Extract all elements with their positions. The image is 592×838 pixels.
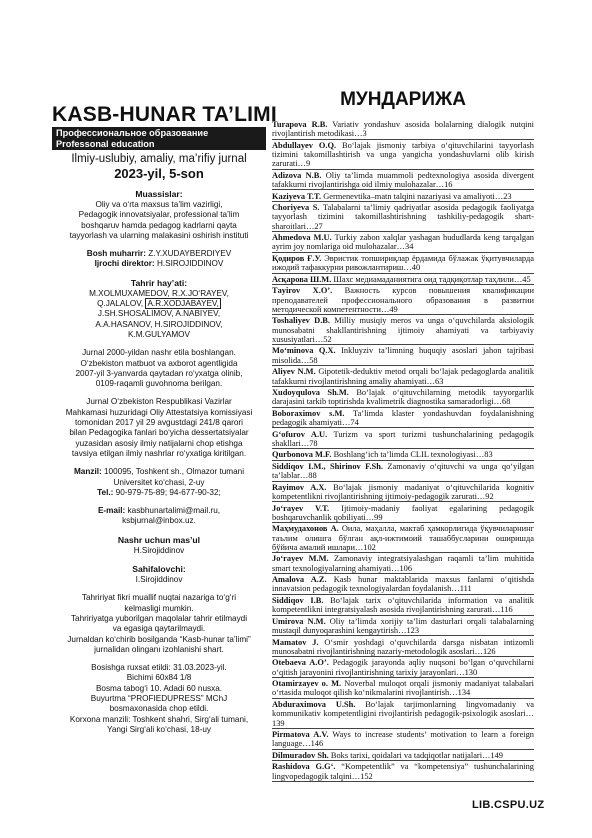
- chief-editor-label: Bosh muharrir:: [86, 249, 146, 259]
- note-line: jurnalidan olinganı izohlanishi shart.: [94, 644, 224, 654]
- entry-leader: …: [398, 626, 407, 636]
- print-line: Korxona manzili: Toshkent shahri, Sirg‘ali tumani,: [69, 714, 249, 724]
- entry-page: 139: [272, 718, 285, 728]
- board-line: M.XOLMUXAMEDOV, R.X.JO‘RAYEV,: [89, 288, 229, 298]
- board-name: Q.JALALOV,: [97, 299, 144, 309]
- entry-leader: …: [380, 304, 390, 314]
- contents-entry[interactable]: [272, 367, 534, 387]
- entry-leader: …: [396, 242, 406, 252]
- entry-leader: …: [342, 418, 351, 428]
- journal-type: Ilmiy-uslubiy, amaliy, ma’rifiy jurnal: [71, 153, 247, 165]
- address-line: Universitet ko‘chasi, 2-uy: [113, 477, 205, 487]
- entry-leader: …: [351, 771, 361, 781]
- contents-entry[interactable]: [272, 483, 534, 503]
- entry-author: Ahmedova M.U.: [272, 233, 332, 243]
- entry-author: Boboraximov s.M.: [272, 408, 345, 418]
- print-line: Yangi Sirg‘ali ko‘chasi, 18-uy: [106, 724, 212, 734]
- entry-leader: …: [513, 274, 523, 284]
- entry-title: Шахс медиамаданиятига оид тадқиқотлар таҳлили: [331, 274, 514, 284]
- founders-heading: Muassislar:: [135, 189, 183, 199]
- entry-title: Ijtimoiy-madaniy faoliyat egalarining pedagogik boshqaruvchanlik qobiliyati: [272, 503, 534, 522]
- email: [52, 506, 266, 527]
- entry-author: Abdullayev O.Q.: [272, 140, 337, 150]
- entry-title: Ways to increase students’ motivation to learn a foreign language: [272, 730, 534, 749]
- email-address[interactable]: ksbjurnal@inbox.uz.: [122, 516, 196, 526]
- entry-page: 27: [314, 221, 323, 231]
- entry-page: 126: [482, 646, 496, 656]
- entry-author: Turapova R.B.: [272, 120, 328, 129]
- entry-title: Bo‘lajak jismoniy tarbiya o‘qituvchilarini tayyorlash tizimini takomillashtirish va unga yangicha yondashuvlarni olib kirish zarurati: [272, 140, 534, 169]
- email-label: E-mail:: [97, 506, 126, 516]
- site-footer-link[interactable]: LIB.CSPU.UZ: [472, 799, 545, 811]
- contents-entry[interactable]: [272, 575, 534, 595]
- entry-author: Kaziyeva T.T.: [272, 191, 322, 201]
- entry-leader: …: [300, 438, 310, 448]
- entry-page: 49: [389, 304, 398, 314]
- entry-author: Otamirzayev o. M.: [272, 679, 342, 689]
- entry-leader: …: [297, 159, 306, 169]
- entry-author: Mamatov J.: [272, 637, 319, 647]
- contents-entry[interactable]: [272, 346, 534, 366]
- entry-author: Adizova N.B.: [272, 170, 322, 180]
- note-line: va egasiga qaytarilmaydi.: [112, 624, 206, 634]
- contents-entry[interactable]: [272, 286, 534, 315]
- contents-entry[interactable]: [272, 751, 534, 761]
- attestation-line: tomonidan 2017 yil 29 avgustdagi 241/8 qarori: [75, 418, 243, 428]
- contents-entry[interactable]: [272, 679, 534, 699]
- board-line: [52, 299, 266, 309]
- contents-entry[interactable]: [272, 524, 534, 553]
- entry-author: Pirmatova A.V.: [272, 730, 329, 740]
- entry-leader: …: [300, 355, 310, 365]
- entry-leader: …: [305, 221, 315, 231]
- entry-leader: …: [403, 263, 412, 273]
- responsible-heading: Nashr uchun mas’ul: [117, 534, 201, 545]
- entry-author: Rashidova G.G‘.: [272, 762, 336, 772]
- address-label: Manzil:: [73, 467, 102, 477]
- entry-author: Xudoyqulova Sh.M.: [272, 388, 349, 398]
- contents-list: [272, 120, 534, 782]
- founders-list: [52, 200, 266, 241]
- contents-entry[interactable]: [272, 254, 534, 274]
- entry-leader: …: [456, 667, 465, 677]
- entry-page: 123: [406, 626, 420, 636]
- journal-title-en: Professonal education: [56, 138, 155, 149]
- entry-leader: …: [391, 563, 400, 573]
- email-address[interactable]: kasbhunartalimi@mail.ru,: [127, 506, 221, 516]
- entry-author: Dilmuradov Sh.: [272, 750, 329, 760]
- registration-note: [52, 348, 266, 389]
- entry-leader: …: [435, 180, 445, 190]
- contents-entry[interactable]: [272, 141, 534, 170]
- entry-page: 111: [459, 584, 472, 594]
- entry-page: 130: [464, 667, 478, 677]
- entry-author: Toshaliyev D.B.: [272, 316, 330, 326]
- chief-editor: [52, 249, 266, 259]
- contents-entry[interactable]: [272, 730, 534, 750]
- entry-title: Oliy ta’limda muammoli pedtexnologiya asosida divergent tafakkurni rivojlantirishga oid ilmiy mulohazalar: [272, 170, 534, 190]
- layout-designer-heading: Sahifalovchi:: [132, 564, 186, 575]
- entry-leader: …: [475, 450, 485, 460]
- entry-title: Zamonaviy o‘qituvchi va unga qo‘yilgan ta’lablar: [272, 462, 534, 481]
- director-label: Ijrochi direktor:: [94, 259, 155, 269]
- contents-entry[interactable]: [272, 450, 534, 460]
- contents-entry[interactable]: [272, 504, 534, 524]
- entry-page: 52: [323, 334, 332, 344]
- journal-issue: 2023-yil, 5-son: [114, 166, 204, 181]
- entry-page: 152: [360, 771, 373, 781]
- print-line: Buyurtma “PROFIEDUPRESS” MChJ: [90, 693, 228, 703]
- entry-title: Ta’limda klaster yondashuvdan foydalanishning pedagogik ahamiyati: [272, 408, 534, 428]
- contents-entry[interactable]: [272, 203, 534, 232]
- entry-author: Amalova A.Z.: [272, 575, 327, 585]
- entry-author: Jo‘rayev V.T.: [272, 503, 330, 513]
- entry-page: 146: [310, 739, 324, 749]
- contents-entry[interactable]: [272, 120, 534, 140]
- entry-page: 116: [500, 605, 513, 615]
- entry-author: G‘ofurov A.U.: [272, 429, 328, 439]
- entry-leader: …: [314, 334, 324, 344]
- entry-leader: …: [482, 750, 491, 760]
- entry-title: Noverbal muloqot orqali jismoniy madaniyat talabalari o‘rtasida muloqot qilish ko‘nikmalarini rivojlantirish: [272, 679, 535, 698]
- contents-entry[interactable]: [272, 171, 534, 191]
- entry-author: Qurbonova M.F.: [272, 450, 332, 460]
- journal-subtitle-bar: [52, 127, 266, 150]
- contents-title: МУНДАРИЖА: [340, 89, 466, 110]
- entry-author: Mo‘minova Q.X.: [272, 346, 336, 356]
- entry-title: Talabalarni ta’limiy qadriyatlar asosida pedagogik faoliyatga tayyorlash tizimini takomillashtirishning tashkiliy-pedagogik shart-sharoitlari: [272, 203, 534, 231]
- journal-title-ru: Профессиональное образование: [56, 128, 209, 138]
- note-line: Jurnaldan ko‘chirib bosilganda “Kasb-hunar ta’limi”: [67, 634, 251, 644]
- entry-author: Rayimov A.X.: [272, 482, 327, 492]
- contents-entry[interactable]: [272, 462, 534, 482]
- entry-title: “Kompetentlik” va “kompetensiya” tushunchalarining lingvopedagogik talqini: [272, 762, 534, 781]
- entry-author: Siddiqov I.B.: [272, 596, 324, 606]
- contents-entry[interactable]: [272, 617, 534, 637]
- attestation-line: bilan Pedagogika fanlari bo‘yicha dessertatsiyalar: [69, 428, 249, 438]
- registration-line: 2007-yil 3-yanvarda qaytadan ro‘yxatga olinib,: [75, 368, 243, 378]
- contents-column: [272, 88, 534, 783]
- entry-page: 58: [309, 355, 318, 365]
- entry-title: Эвристик топшириқлар ёрдамида бўлажак ўқитувчиларда ижодий тафаккурни ривожлантириш: [272, 254, 534, 273]
- entry-title: Boks tarixi, qoidalari va tadqiqotlar natijalari: [328, 750, 483, 760]
- entry-leader: …: [474, 646, 483, 656]
- board-line: J.SH.SHOSALIMOV, A.NABIYEV,: [97, 309, 221, 319]
- entry-title: Inkluyziv ta’limning huquqiy asoslari jahon tajribasi misolida: [272, 346, 535, 365]
- entry-title: Bo‘lajak jismoniy madaniyat o‘qituvchilarida kognitiv kompetentlikni rivojlantirishning ijtimoiy-pedagogik zarurati: [272, 482, 534, 502]
- print-line: Bichimi 60x84 1/8: [126, 673, 192, 683]
- attestation-line: Mahkamasi huzuridagi Oliy Attestatsiya komissiyasi: [65, 407, 253, 417]
- entry-title: Важность курсов повышения квалификации преподавателей профессионального образования в развитии методической компетентности: [272, 286, 534, 314]
- entry-page: 106: [399, 563, 413, 573]
- entry-author: Асқарова Ш.М.: [272, 274, 332, 284]
- contents-entry[interactable]: [272, 700, 534, 729]
- entry-leader: …: [451, 584, 460, 594]
- entry-author: Jo‘rayev M.M.: [272, 554, 329, 564]
- print-line: Bosma tabog‘i 10. Adadi 60 nusxa.: [95, 683, 223, 693]
- entry-title: Milliy musiqiy meros va unga o‘quvchilarda aksiologik munosabatni shakllantirishning ijtimoiy ahamiyati va tarbiyaviy xususiyatlari: [272, 316, 534, 344]
- entry-page: 23: [503, 191, 512, 201]
- entry-leader: …: [525, 709, 534, 719]
- entry-page: 63: [435, 376, 444, 386]
- entry-leader: …: [354, 129, 363, 139]
- entry-leader: …: [299, 471, 309, 481]
- executive-director: [52, 259, 266, 269]
- entry-leader: …: [426, 376, 436, 386]
- entry-page: 45: [522, 274, 531, 284]
- entry-leader: …: [302, 739, 311, 749]
- founder-line: boshqaruv hamda pedagog kadrlarni qayta: [81, 220, 237, 230]
- entry-page: 74: [350, 418, 359, 428]
- entry-leader: …: [492, 605, 501, 615]
- founder-line: Oliy va o‘rta maxsus ta’lim vazirligi,: [95, 200, 223, 209]
- entry-author: Otebaeva A.O’.: [272, 658, 329, 668]
- print-details: [52, 663, 266, 735]
- contents-entry[interactable]: [272, 388, 534, 408]
- entry-title: Variativ yondashuv asosida bolalarning dialogik nutqini rivojlantirish metodikasi: [272, 120, 535, 139]
- entry-page: 134: [457, 688, 471, 698]
- entry-leader: …: [449, 688, 458, 698]
- founder-line: tayyorlash va ularning malakasini oshirish instituti: [69, 230, 249, 240]
- note-line: Tahririyat fikri muallif nuqtai nazariga to‘g‘ri: [81, 593, 237, 603]
- entry-page: 102: [363, 542, 376, 552]
- entry-page: 3: [362, 129, 367, 139]
- contents-entry[interactable]: [272, 409, 534, 429]
- entry-page: 40: [411, 263, 421, 273]
- contents-entry[interactable]: [272, 192, 534, 202]
- imprint-column: [52, 103, 277, 735]
- attestation-line: Jurnal O‘zbekiston Respublikasi Vazirlar: [86, 397, 232, 407]
- phone-label: Tel.:: [97, 487, 114, 497]
- entry-title: Turkiy zabon xalqlar yashagan hududlarda keng tarqalgan ayrim joy nomlariga oid mulohazalar: [272, 233, 534, 252]
- entry-page: 149: [490, 750, 503, 760]
- print-line: Bosishga ruxsat etildi: 31.03.2023-yil.: [91, 663, 227, 673]
- entry-author: Қодиров Ғ.У.: [272, 254, 322, 264]
- contents-entry[interactable]: [272, 275, 534, 285]
- entry-title: Pedagogik jarayonda aqliy nuqsoni bo‘lgan o‘quvchilarni o‘qitish jarayonini rivojlantirishning tarixiy jarayonlari: [272, 658, 534, 677]
- entry-author: Тaуіrov X.O’.: [272, 286, 333, 296]
- entry-page: 99: [374, 512, 383, 522]
- contents-entry[interactable]: [272, 638, 534, 658]
- contents-entry[interactable]: [272, 658, 534, 678]
- entry-author: Aliyev N.M.: [272, 367, 316, 377]
- entry-page: 16: [444, 180, 453, 190]
- entry-author: Маҳмудахонов А.: [272, 524, 339, 534]
- editorial-board-heading: Tahrir hay’ati:: [130, 277, 188, 288]
- contents-entry[interactable]: [272, 762, 534, 782]
- entry-page: 9: [305, 159, 311, 169]
- entry-title: Boshlang‘ich ta’limda CLIL texnologiyasi: [331, 450, 476, 460]
- responsible-name: H.Sirojiddinov: [133, 545, 185, 555]
- contents-entry[interactable]: [272, 596, 534, 616]
- address-line: 100095, Toshkent sh., Olmazor tumani: [104, 467, 245, 477]
- founder-line: Pedagogik innovatsiyalar, professional ta’lim: [78, 210, 240, 220]
- layout-designer-name: I.Sirojiddinov: [135, 575, 183, 585]
- entry-page: 88: [308, 471, 317, 481]
- entry-leader: …: [476, 492, 486, 502]
- entry-title: Zamonaviy integratsiyalashgan raqamli ta’lim muhitida smart texnologiyalarning ahamiyati: [272, 554, 534, 573]
- editorial-board-list: [52, 289, 266, 340]
- entry-author: Siddiqov I.M., Shirinov F.Sh.: [272, 462, 383, 471]
- entry-page: 68: [502, 397, 511, 407]
- entry-title: Oliy ta’limda xorijiy ta’lim dasturlari orqali talabalarning mustaqil dunyoqarashini kengaytirish: [272, 616, 534, 636]
- chief-editor-name: Z.Y.XUDAYBERDIYEV: [148, 249, 232, 259]
- editorial-notes: [52, 593, 266, 655]
- note-line: kelmasligi mumkin.: [124, 603, 194, 613]
- entry-leader: …: [354, 542, 364, 552]
- entry-leader: …: [494, 191, 504, 201]
- attestation-line: tavsiya etilgan ilmiy nashrlar ro‘yxatiga kiritilgan.: [71, 448, 247, 458]
- contents-entry[interactable]: [272, 430, 534, 450]
- entry-page: 34: [405, 242, 414, 252]
- entry-author: Choriyeva S.: [272, 203, 320, 213]
- phone-numbers: 90-979-75-89; 94-677-90-32;: [115, 487, 221, 497]
- entry-title: Turizm va sport turizmi tushunchalarining pedagogik shakllari: [272, 429, 534, 448]
- registration-line: 0109-raqamli guvohnoma berilgan.: [95, 379, 223, 389]
- entry-title: O‘smir yoshdagi o‘quvchilarda darsga nisbatan intizomli munosabatni rivojlantirishning nazariy-metodologik asoslari: [272, 637, 535, 656]
- entry-title: Bo‘lajak tarix o‘qituvchilarida information va analitik kompetentlikni integratsiyalash asosida rivojlantirishning zarurati: [272, 596, 534, 615]
- contents-entry[interactable]: [272, 316, 534, 345]
- attestation-note: [52, 397, 266, 459]
- entry-title: Germenevtika–matn talqini nazariyasi va amaliyoti: [321, 191, 495, 201]
- entry-page: 92: [485, 492, 494, 502]
- entry-leader: …: [365, 512, 375, 522]
- entry-title: Kasb hunar maktablarida maxsus fanlarni o‘qitishda innavatsion pedagogik texnologiyalardan foydalanish: [272, 575, 534, 594]
- director-name: H.SIROJIDDINOV: [156, 259, 224, 269]
- journal-title: KASB-HUNAR TA’LIMI: [52, 103, 277, 126]
- entry-title: Bo‘lajak o‘qituvchilarning metodik tayyorgarlik darajasini tarkib toptirishda kvalimetrik diagnostika samaradorligi: [272, 388, 534, 407]
- contents-entry[interactable]: [272, 554, 534, 574]
- board-line: A.A.HASANOV, H.SIROJIDDINOV,: [95, 319, 223, 329]
- registration-line: O‘zbekiston matbuot va axborot agentligida: [80, 358, 238, 368]
- address: [52, 467, 266, 498]
- entry-leader: …: [493, 397, 503, 407]
- board-line: K.M.GULYAMOV: [127, 329, 191, 339]
- entry-author: Umirova N.M.: [272, 616, 326, 626]
- contents-entry[interactable]: [272, 233, 534, 253]
- entry-title: Оила, маҳалла, мактаб ҳамкорлигида ўқувчиларнинг таълим олишга бўлган ақл-ижтимоий ташаббусларини оширишда бўйича амалий ишлари: [272, 524, 534, 552]
- entry-page: 78: [309, 438, 318, 448]
- entry-author: Abduraximova U.Sh.: [272, 700, 356, 710]
- print-line: bosmaxonasida chop etildi.: [109, 704, 209, 714]
- registration-line: Jurnal 2000-yildan nashr etila boshlangan.: [82, 348, 236, 358]
- entry-title: Gipotetik-deduktiv metod orqali bo‘lajak pedagoglarda analitik tafakkurni rivojlantirishning amaliy ahamiyati: [272, 367, 535, 386]
- attestation-line: yuzasidan asosiy ilmiy natijalarni chop etishga: [75, 438, 243, 448]
- note-line: Tahririyatga yuborilgan maqolalar tahrir etilmaydi: [70, 613, 248, 623]
- entry-title: Bo‘lajak tarjimonlarning lingvomadaniy va kommunikativ kompetentligini rivojlantirish pedagogik-psixologik asoslari: [272, 700, 534, 719]
- entry-page: 83: [484, 450, 493, 460]
- highlighted-board-name: A.R.XODJABAYEV,: [147, 299, 219, 309]
